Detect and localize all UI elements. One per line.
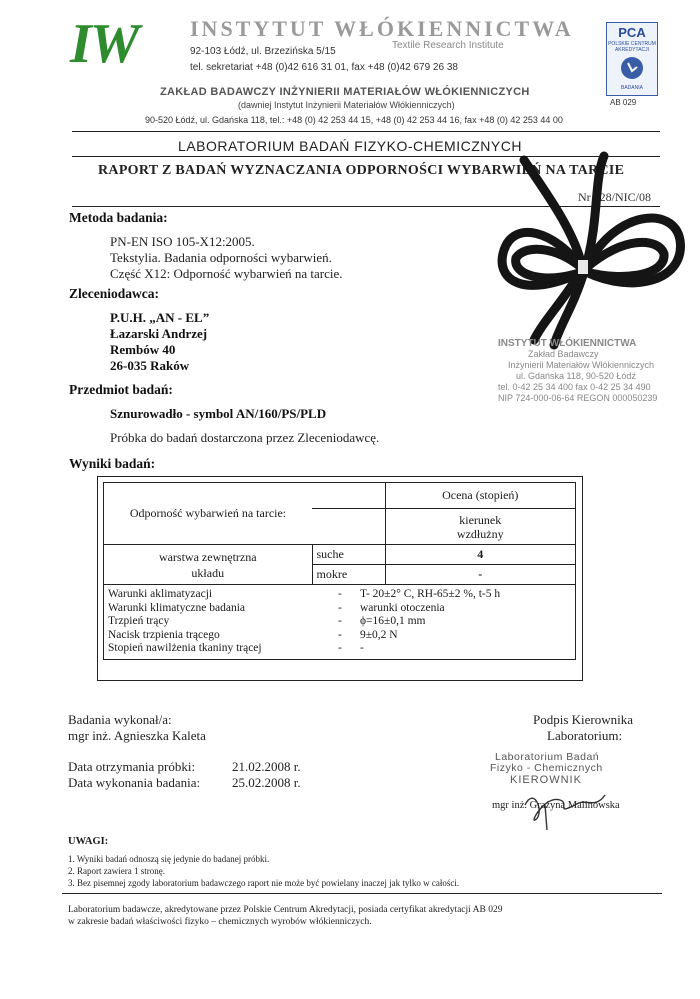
condition-row xyxy=(108,602,571,616)
condition-value: T- 20±2° C, RH-65±2 %, t-5 h xyxy=(360,588,501,600)
method-line: PN-EN ISO 105-X12:2005. xyxy=(110,234,255,249)
institute-subtitle: Textile Research Institute xyxy=(392,40,504,51)
results-header-cell xyxy=(312,483,385,509)
client-label: Zleceniodawca: xyxy=(69,286,159,301)
method-label: Metoda badania: xyxy=(69,210,168,225)
condition-cell xyxy=(312,545,385,565)
department-address: 90-520 Łódź, ul. Gdańska 118, tel.: +48 (0) 42 253 44 15, +48 (0) 42 253 44 16, fax +48 (0) 42 253 44 00 xyxy=(145,115,563,125)
method-line: Tekstylia. Badania odporności wybarwień. xyxy=(110,250,332,265)
performed-date-label: Data wykonania badania: xyxy=(68,775,201,790)
results-column-header: Odporność wybarwień na tarcie: xyxy=(129,506,287,520)
condition-row xyxy=(108,642,571,656)
received-date: 21.02.2008 r. xyxy=(232,759,301,774)
notes-label: UWAGI: xyxy=(68,836,109,847)
note-item: 3. Bez pisemnej zgody laboratorium badawczego raport nie może być powielany inaczej jak tylko w całości. xyxy=(68,878,460,888)
condition-value: - xyxy=(360,642,364,654)
client-line: Rembów 40 xyxy=(110,342,176,357)
ocena-header: Ocena (stopień) xyxy=(442,488,519,502)
condition-name: Trzpień trący xyxy=(108,615,170,627)
condition-dash: - xyxy=(338,601,342,614)
results-header-cell xyxy=(104,483,313,545)
performed-name: mgr inż. Agnieszka Kaleta xyxy=(68,728,206,743)
signature-name: mgr inż. Grażyna Malinowska xyxy=(492,800,620,811)
condition-name: Warunki klimatyczne badania xyxy=(108,601,246,614)
note-item: 2. Raport zawiera 1 stronę. xyxy=(68,866,165,876)
shoelace-sample-image xyxy=(494,150,690,350)
pca-emblem-icon xyxy=(619,55,645,81)
performed-date: 25.02.2008 r. xyxy=(232,775,301,790)
condition-value: ϕ=16±0,1 mm xyxy=(360,615,426,627)
result-cell xyxy=(385,565,576,585)
direction-header-value: wzdłużny xyxy=(456,526,504,541)
signature-label: Podpis Kierownika xyxy=(533,712,634,727)
condition-value: 9±0,2 N xyxy=(360,628,398,641)
signature-label: Laboratorium: xyxy=(547,728,623,743)
layer-label: warstwa zewnętrzna xyxy=(158,549,257,564)
condition-name: Warunki aklimatyzacji xyxy=(108,588,213,600)
stamp-line: Zakład Badawczy xyxy=(528,349,599,359)
wet-label: mokre xyxy=(316,567,348,581)
condition-name: Nacisk trzpienia trącego xyxy=(108,628,220,641)
dry-label: suche xyxy=(316,547,344,561)
subject-name: Sznurowadło - symbol AN/160/PS/PLD xyxy=(110,406,327,421)
signature-stamp-line: Laboratorium Badań xyxy=(495,751,600,763)
layer-label: układu xyxy=(191,565,225,580)
pca-accreditation-badge xyxy=(606,22,658,96)
laboratory-name: LABORATORIUM BADAŃ FIZYKO-CHEMICZNYCH xyxy=(178,138,522,154)
divider xyxy=(62,893,662,894)
report-title: RAPORT Z BADAŃ WYZNACZANIA ODPORNOŚCI WYBARWIEŃ NA TARCIE xyxy=(98,163,625,178)
condition-value: warunki otoczenia xyxy=(360,601,445,614)
condition-row xyxy=(108,629,571,643)
condition-dash: - xyxy=(338,615,342,627)
condition-dash: - xyxy=(338,642,342,654)
institute-name: INSTYTUT WŁÓKIENNICTWA xyxy=(190,16,574,41)
wet-result: - xyxy=(478,567,483,581)
conditions-cell xyxy=(104,585,576,660)
footer-line: Laboratorium badawcze, akredytowane przez Polskie Centrum Akredytacji, posiada certyfikat akredytacji AB 029 xyxy=(68,905,503,915)
results-label: Wyniki badań: xyxy=(69,456,156,471)
signature-stamp-line: KIEROWNIK xyxy=(510,774,582,786)
stamp-line: Inżynierii Materiałów Włókienniczych xyxy=(508,360,655,370)
pca-subtitle: POLSKIE CENTRUM AKREDYTACJI xyxy=(608,41,656,53)
department-name: ZAKŁAD BADAWCZY INŻYNIERII MATERIAŁÓW WŁÓKIENNICZYCH xyxy=(160,86,530,98)
pca-title: PCA xyxy=(618,25,646,40)
results-header-cell xyxy=(312,509,385,545)
condition-row xyxy=(108,615,571,629)
client-line: Łazarski Andrzej xyxy=(110,326,208,341)
signature-stamp-line: Fizyko - Chemicznych xyxy=(490,762,603,774)
condition-cell xyxy=(312,565,385,585)
institute-phones: tel. sekretariat +48 (0)42 616 31 01, fax +48 (0)42 679 26 38 xyxy=(190,62,458,73)
stamp-line: NIP 724-000-06-64 REGON 000050239 xyxy=(498,393,658,403)
pca-badge-label: BADANIA xyxy=(621,85,643,91)
condition-dash: - xyxy=(338,628,342,641)
department-former-name: (dawniej Instytut Inżynierii Materiałów Włókienniczych) xyxy=(238,100,455,110)
institute-stamp xyxy=(498,338,698,404)
condition-row xyxy=(108,588,571,602)
stamp-title: INSTYTUT WŁÓKIENNICTWA xyxy=(498,338,637,349)
direction-header: kierunek xyxy=(459,512,502,527)
received-label: Data otrzymania próbki: xyxy=(68,759,196,774)
client-line: P.U.H. „AN - EL” xyxy=(110,310,210,325)
layer-cell xyxy=(104,545,313,585)
performed-label: Badania wykonał/a: xyxy=(68,712,172,727)
subject-label: Przedmiot badań: xyxy=(69,382,173,397)
pca-number: AB 029 xyxy=(610,98,637,107)
dry-result: 4 xyxy=(477,547,484,561)
client-line: 26-035 Raków xyxy=(110,358,190,373)
direction-header-cell xyxy=(385,509,576,545)
result-cell xyxy=(385,545,576,565)
condition-dash: - xyxy=(338,588,342,600)
footer-line: w zakresie badań właściwości fizyko – chemicznych wyrobów włókienniczych. xyxy=(68,917,372,927)
stamp-line: ul. Gdańska 118, 90-520 Łódź xyxy=(516,371,636,381)
institute-address: 92-103 Łódź, ul. Brzezińska 5/15 xyxy=(190,46,336,57)
institute-logo: IW xyxy=(70,13,138,75)
note-item: 1. Wyniki badań odnoszą się jedynie do badanej próbki. xyxy=(68,854,270,864)
stamp-line: tel. 0-42 25 34 400 fax 0-42 25 34 490 xyxy=(498,382,651,392)
condition-name: Stopień nawilżenia tkaniny trącej xyxy=(108,642,262,654)
divider xyxy=(72,131,660,132)
results-header-cell xyxy=(385,483,576,509)
subject-note: Próbka do badań dostarczona przez Zleceniodawcę. xyxy=(110,430,380,445)
report-number: Nr 128/NIC/08 xyxy=(578,190,651,204)
method-line: Część X12: Odporność wybarwień na tarcie. xyxy=(110,266,343,281)
results-table xyxy=(103,482,576,660)
